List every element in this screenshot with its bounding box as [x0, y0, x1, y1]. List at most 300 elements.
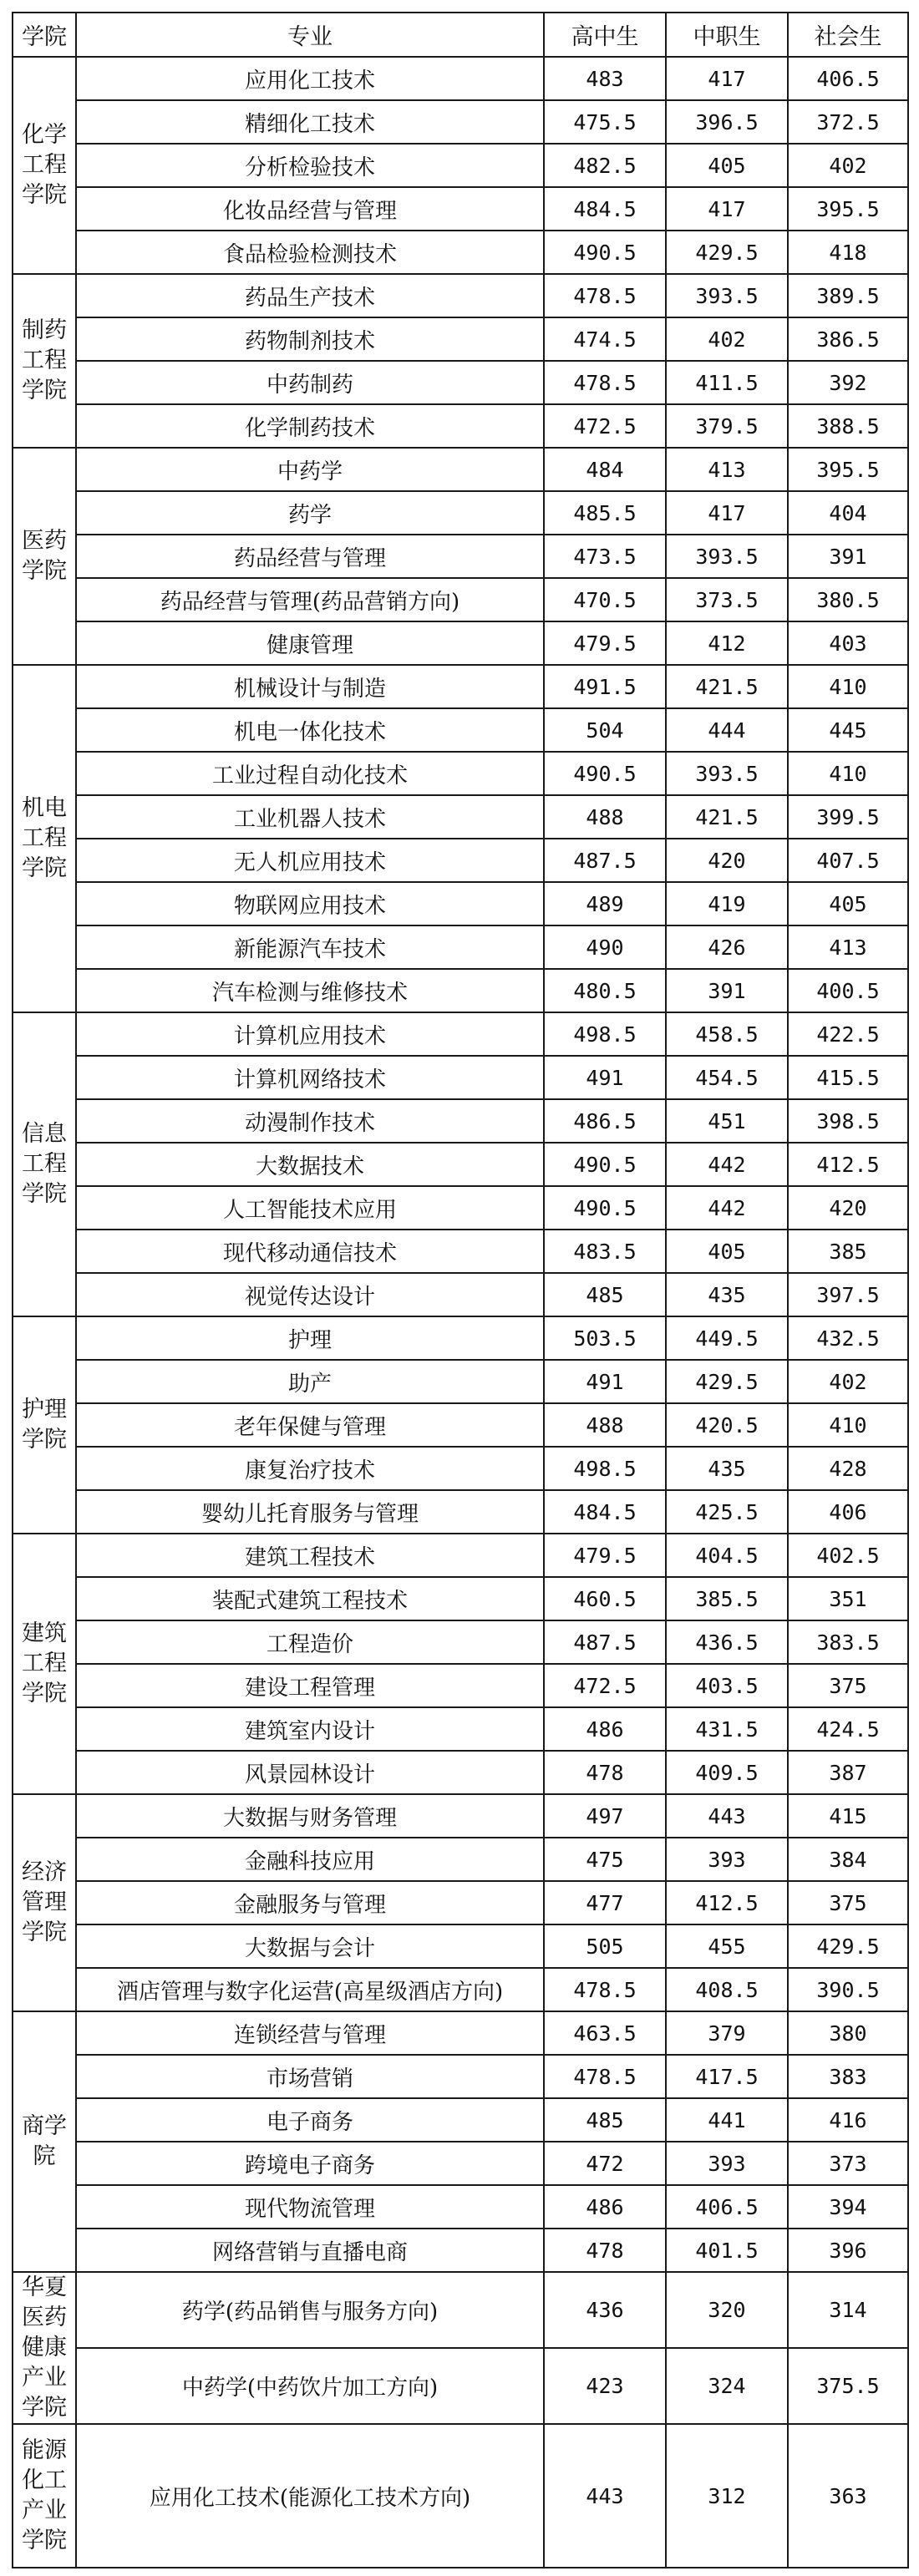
high-school-score: 470.5 — [544, 578, 666, 621]
high-school-score: 490.5 — [544, 231, 666, 274]
vocational-score: 417 — [666, 57, 788, 100]
college-name-line: 化学 — [22, 122, 67, 148]
high-school-score: 479.5 — [544, 621, 666, 665]
vocational-score: 379 — [666, 2011, 788, 2055]
college-cell — [13, 1794, 76, 2011]
major-cell: 计算机网络技术 — [76, 1056, 544, 1099]
table-row — [13, 1143, 908, 1186]
social-score: 413 — [788, 925, 908, 969]
vocational-score: 405 — [666, 144, 788, 187]
major-cell: 工程造价 — [76, 1620, 544, 1664]
high-school-score: 478 — [544, 2229, 666, 2272]
social-score: 406 — [788, 1490, 908, 1534]
major-cell: 护理 — [76, 1316, 544, 1360]
high-school-score: 483 — [544, 57, 666, 100]
college-name-line: 学院 — [22, 1427, 67, 1453]
major-cell: 汽车检测与维修技术 — [76, 969, 544, 1012]
vocational-score: 408.5 — [666, 1968, 788, 2011]
high-school-score: 479.5 — [544, 1534, 666, 1577]
major-cell: 精细化工技术 — [76, 100, 544, 144]
major-cell: 现代物流管理 — [76, 2185, 544, 2229]
table-row — [13, 57, 908, 100]
vocational-score: 441 — [666, 2098, 788, 2142]
major-cell: 新能源汽车技术 — [76, 925, 544, 969]
table-row — [13, 1838, 908, 1881]
social-score: 410 — [788, 665, 908, 708]
table-row — [13, 708, 908, 752]
high-school-score: 489 — [544, 882, 666, 925]
major-cell: 助产 — [76, 1360, 544, 1403]
social-score: 384 — [788, 1838, 908, 1881]
header-major: 专业 — [76, 13, 544, 57]
table-row — [13, 2055, 908, 2098]
major-cell: 药品经营与管理 — [76, 535, 544, 578]
vocational-score: 393.5 — [666, 752, 788, 795]
social-score: 415.5 — [788, 1056, 908, 1099]
high-school-score: 491 — [544, 1056, 666, 1099]
table-row — [13, 535, 908, 578]
social-score: 395.5 — [788, 448, 908, 491]
major-cell: 食品检验检测技术 — [76, 231, 544, 274]
high-school-score: 475 — [544, 1838, 666, 1881]
college-cell — [13, 1534, 76, 1794]
college-name-line: 工程 — [22, 1651, 67, 1676]
high-school-score: 460.5 — [544, 1577, 666, 1620]
high-school-score: 487.5 — [544, 839, 666, 882]
major-cell: 机电一体化技术 — [76, 708, 544, 752]
table-row — [13, 752, 908, 795]
major-cell: 视觉传达设计 — [76, 1273, 544, 1316]
table-row — [13, 187, 908, 231]
high-school-score: 478.5 — [544, 1968, 666, 2011]
high-school-score: 480.5 — [544, 969, 666, 1012]
major-cell: 无人机应用技术 — [76, 839, 544, 882]
college-cell — [13, 57, 76, 274]
table-row — [13, 2424, 908, 2568]
vocational-score: 419 — [666, 882, 788, 925]
high-school-score: 423 — [544, 2348, 666, 2424]
table-row — [13, 1707, 908, 1751]
vocational-score: 417 — [666, 187, 788, 231]
high-school-score: 488 — [544, 795, 666, 839]
college-name-line: 学院 — [22, 1181, 67, 1207]
table-header — [13, 13, 908, 57]
social-score: 396 — [788, 2229, 908, 2272]
major-cell: 建设工程管理 — [76, 1664, 544, 1707]
social-score: 373 — [788, 2142, 908, 2185]
table-row — [13, 1881, 908, 1924]
vocational-score: 455 — [666, 1924, 788, 1968]
major-cell: 建筑室内设计 — [76, 1707, 544, 1751]
major-cell: 应用化工技术 — [76, 57, 544, 100]
college-cell — [13, 274, 76, 448]
high-school-score: 486 — [544, 1707, 666, 1751]
high-school-score: 505 — [544, 1924, 666, 1968]
table-row — [13, 1360, 908, 1403]
social-score: 387 — [788, 1751, 908, 1794]
social-score: 424.5 — [788, 1707, 908, 1751]
high-school-score: 490.5 — [544, 1143, 666, 1186]
major-cell: 药品生产技术 — [76, 274, 544, 317]
vocational-score: 391 — [666, 969, 788, 1012]
major-cell: 大数据与财务管理 — [76, 1794, 544, 1838]
vocational-score: 421.5 — [666, 665, 788, 708]
major-cell: 化学制药技术 — [76, 404, 544, 448]
social-score: 429.5 — [788, 1924, 908, 1968]
social-score: 392 — [788, 361, 908, 404]
social-score: 383.5 — [788, 1620, 908, 1664]
social-score: 383 — [788, 2055, 908, 2098]
table-row — [13, 1447, 908, 1490]
major-cell: 康复治疗技术 — [76, 1447, 544, 1490]
table-row — [13, 274, 908, 317]
college-name-line: 能源 — [22, 2437, 67, 2463]
table-row — [13, 1273, 908, 1316]
college-name-line: 学院 — [22, 378, 67, 403]
table-row — [13, 2098, 908, 2142]
major-cell: 老年保健与管理 — [76, 1403, 544, 1447]
table-row — [13, 100, 908, 144]
table-row — [13, 491, 908, 535]
table-row — [13, 361, 908, 404]
social-score: 420 — [788, 1186, 908, 1230]
vocational-score: 421.5 — [666, 795, 788, 839]
high-school-score: 483.5 — [544, 1230, 666, 1273]
table-row — [13, 882, 908, 925]
high-school-score: 474.5 — [544, 317, 666, 361]
college-cell — [13, 2272, 76, 2424]
vocational-score: 444 — [666, 708, 788, 752]
table-row — [13, 1316, 908, 1360]
college-name-line: 学院 — [22, 1919, 67, 1945]
major-cell: 跨境电子商务 — [76, 2142, 544, 2185]
vocational-score: 429.5 — [666, 231, 788, 274]
social-score: 410 — [788, 1403, 908, 1447]
major-cell: 大数据与会计 — [76, 1924, 544, 1968]
major-cell: 机械设计与制造 — [76, 665, 544, 708]
vocational-score: 431.5 — [666, 1707, 788, 1751]
table-row — [13, 1924, 908, 1968]
vocational-score: 406.5 — [666, 2185, 788, 2229]
social-score: 395.5 — [788, 187, 908, 231]
major-cell: 酒店管理与数字化运营(高星级酒店方向) — [76, 1968, 544, 2011]
social-score: 402 — [788, 144, 908, 187]
social-score: 390.5 — [788, 1968, 908, 2011]
vocational-score: 393 — [666, 1838, 788, 1881]
college-name-line: 机电 — [22, 795, 67, 821]
vocational-score: 420 — [666, 839, 788, 882]
social-score: 432.5 — [788, 1316, 908, 1360]
major-cell: 健康管理 — [76, 621, 544, 665]
high-school-score: 498.5 — [544, 1012, 666, 1056]
college-name-line: 化工 — [22, 2467, 67, 2493]
high-school-score: 478.5 — [544, 274, 666, 317]
college-name-line: 工程 — [22, 1151, 67, 1177]
high-school-score: 486 — [544, 2185, 666, 2229]
table-row — [13, 2185, 908, 2229]
major-cell: 中药学(中药饮片加工方向) — [76, 2348, 544, 2424]
table-row — [13, 1490, 908, 1534]
high-school-score: 503.5 — [544, 1316, 666, 1360]
social-score: 412.5 — [788, 1143, 908, 1186]
social-score: 363 — [788, 2424, 908, 2568]
table-row — [13, 1056, 908, 1099]
high-school-score: 484.5 — [544, 1490, 666, 1534]
social-score: 415 — [788, 1794, 908, 1838]
social-score: 351 — [788, 1577, 908, 1620]
social-score: 406.5 — [788, 57, 908, 100]
high-school-score: 485 — [544, 2098, 666, 2142]
social-score: 402.5 — [788, 1534, 908, 1577]
college-name-line: 制药 — [22, 317, 67, 343]
high-school-score: 485 — [544, 1273, 666, 1316]
vocational-score: 312 — [666, 2424, 788, 2568]
social-score: 403 — [788, 621, 908, 665]
college-name-line: 医药 — [22, 528, 67, 554]
major-cell: 药品经营与管理(药品营销方向) — [76, 578, 544, 621]
table-row — [13, 1968, 908, 2011]
major-cell: 工业机器人技术 — [76, 795, 544, 839]
vocational-score: 320 — [666, 2272, 788, 2348]
major-cell: 电子商务 — [76, 2098, 544, 2142]
table-row — [13, 2272, 908, 2348]
header-row — [13, 13, 908, 57]
major-cell: 动漫制作技术 — [76, 1099, 544, 1143]
social-score: 399.5 — [788, 795, 908, 839]
table-row — [13, 925, 908, 969]
college-name-line: 信息 — [22, 1121, 67, 1147]
high-school-score: 484.5 — [544, 187, 666, 231]
high-school-score: 486.5 — [544, 1099, 666, 1143]
major-cell: 网络营销与直播电商 — [76, 2229, 544, 2272]
vocational-score: 429.5 — [666, 1360, 788, 1403]
header-college: 学院 — [13, 13, 76, 57]
vocational-score: 436.5 — [666, 1620, 788, 1664]
vocational-score: 373.5 — [666, 578, 788, 621]
social-score: 314 — [788, 2272, 908, 2348]
table-row — [13, 144, 908, 187]
college-name-line: 学院 — [22, 2395, 67, 2421]
vocational-score: 442 — [666, 1143, 788, 1186]
table-row — [13, 317, 908, 361]
vocational-score: 443 — [666, 1794, 788, 1838]
header-social: 社会生 — [788, 13, 908, 57]
major-cell: 中药学 — [76, 448, 544, 491]
college-name-line: 产业 — [22, 2365, 67, 2391]
high-school-score: 491.5 — [544, 665, 666, 708]
college-cell — [13, 1012, 76, 1316]
college-name-line: 学院 — [22, 558, 67, 584]
vocational-score: 403.5 — [666, 1664, 788, 1707]
college-name-line: 院 — [33, 2143, 56, 2169]
table-row — [13, 1186, 908, 1230]
social-score: 394 — [788, 2185, 908, 2229]
table-row — [13, 2348, 908, 2424]
high-school-score: 472 — [544, 2142, 666, 2185]
social-score: 388.5 — [788, 404, 908, 448]
major-cell: 药学(药品销售与服务方向) — [76, 2272, 544, 2348]
social-score: 397.5 — [788, 1273, 908, 1316]
social-score: 375.5 — [788, 2348, 908, 2424]
table-row — [13, 1794, 908, 1838]
table-row — [13, 1620, 908, 1664]
vocational-score: 393.5 — [666, 274, 788, 317]
social-score: 375 — [788, 1881, 908, 1924]
vocational-score: 435 — [666, 1273, 788, 1316]
major-cell: 市场营销 — [76, 2055, 544, 2098]
table-body — [13, 57, 908, 2568]
table-row — [13, 1664, 908, 1707]
social-score: 400.5 — [788, 969, 908, 1012]
college-name-line: 建筑 — [22, 1620, 67, 1646]
major-cell: 金融科技应用 — [76, 1838, 544, 1881]
table-row — [13, 1012, 908, 1056]
high-school-score: 443 — [544, 2424, 666, 2568]
vocational-score: 420.5 — [666, 1403, 788, 1447]
college-name-line: 工程 — [22, 825, 67, 851]
major-cell: 应用化工技术(能源化工技术方向) — [76, 2424, 544, 2568]
social-score: 380.5 — [788, 578, 908, 621]
vocational-score: 385.5 — [666, 1577, 788, 1620]
high-school-score: 472.5 — [544, 1664, 666, 1707]
college-cell — [13, 2424, 76, 2568]
college-name-line: 护理 — [22, 1397, 67, 1422]
vocational-score: 404.5 — [666, 1534, 788, 1577]
vocational-score: 405 — [666, 1230, 788, 1273]
vocational-score: 393 — [666, 2142, 788, 2185]
vocational-score: 425.5 — [666, 1490, 788, 1534]
social-score: 372.5 — [788, 100, 908, 144]
high-school-score: 482.5 — [544, 144, 666, 187]
major-cell: 计算机应用技术 — [76, 1012, 544, 1056]
college-cell — [13, 2011, 76, 2272]
major-cell: 分析检验技术 — [76, 144, 544, 187]
major-cell: 工业过程自动化技术 — [76, 752, 544, 795]
college-name-line: 健康 — [22, 2335, 67, 2360]
high-school-score: 488 — [544, 1403, 666, 1447]
vocational-score: 324 — [666, 2348, 788, 2424]
vocational-score: 413 — [666, 448, 788, 491]
high-school-score: 478.5 — [544, 361, 666, 404]
high-school-score: 484 — [544, 448, 666, 491]
college-cell — [13, 448, 76, 665]
header-high-school: 高中生 — [544, 13, 666, 57]
table-row — [13, 1099, 908, 1143]
high-school-score: 477 — [544, 1881, 666, 1924]
header-vocational: 中职生 — [666, 13, 788, 57]
high-school-score: 487.5 — [544, 1620, 666, 1664]
vocational-score: 442 — [666, 1186, 788, 1230]
social-score: 410 — [788, 752, 908, 795]
table-row — [13, 1534, 908, 1577]
table-row — [13, 665, 908, 708]
social-score: 416 — [788, 2098, 908, 2142]
table-row — [13, 404, 908, 448]
high-school-score: 475.5 — [544, 100, 666, 144]
college-name-line: 学院 — [22, 1681, 67, 1706]
table-row — [13, 448, 908, 491]
vocational-score: 412 — [666, 621, 788, 665]
major-cell: 大数据技术 — [76, 1143, 544, 1186]
high-school-score: 478 — [544, 1751, 666, 1794]
table-row — [13, 969, 908, 1012]
vocational-score: 417.5 — [666, 2055, 788, 2098]
college-name-line: 学院 — [22, 182, 67, 208]
vocational-score: 409.5 — [666, 1751, 788, 1794]
table-row — [13, 621, 908, 665]
high-school-score: 490.5 — [544, 1186, 666, 1230]
vocational-score: 411.5 — [666, 361, 788, 404]
major-cell: 物联网应用技术 — [76, 882, 544, 925]
college-name-line: 管理 — [22, 1889, 67, 1915]
social-score: 428 — [788, 1447, 908, 1490]
major-cell: 连锁经营与管理 — [76, 2011, 544, 2055]
high-school-score: 491 — [544, 1360, 666, 1403]
vocational-score: 396.5 — [666, 100, 788, 144]
high-school-score: 463.5 — [544, 2011, 666, 2055]
social-score: 445 — [788, 708, 908, 752]
social-score: 404 — [788, 491, 908, 535]
college-name-line: 商学 — [22, 2113, 67, 2139]
table-row — [13, 231, 908, 274]
table-row — [13, 578, 908, 621]
major-cell: 婴幼儿托育服务与管理 — [76, 1490, 544, 1534]
high-school-score: 497 — [544, 1794, 666, 1838]
vocational-score: 412.5 — [666, 1881, 788, 1924]
social-score: 402 — [788, 1360, 908, 1403]
social-score: 405 — [788, 882, 908, 925]
major-cell: 装配式建筑工程技术 — [76, 1577, 544, 1620]
vocational-score: 426 — [666, 925, 788, 969]
vocational-score: 435 — [666, 1447, 788, 1490]
social-score: 398.5 — [788, 1099, 908, 1143]
college-name-line: 医药 — [22, 2305, 67, 2330]
high-school-score: 490.5 — [544, 752, 666, 795]
college-cell — [13, 665, 76, 1012]
major-cell: 金融服务与管理 — [76, 1881, 544, 1924]
vocational-score: 401.5 — [666, 2229, 788, 2272]
major-cell: 风景园林设计 — [76, 1751, 544, 1794]
vocational-score: 458.5 — [666, 1012, 788, 1056]
table-row — [13, 839, 908, 882]
social-score: 375 — [788, 1664, 908, 1707]
college-name-line: 学院 — [22, 855, 67, 881]
college-name-line: 学院 — [22, 2528, 67, 2553]
high-school-score: 473.5 — [544, 535, 666, 578]
major-cell: 人工智能技术应用 — [76, 1186, 544, 1230]
table-row — [13, 2142, 908, 2185]
score-table — [12, 12, 909, 2568]
college-name-line: 产业 — [22, 2497, 67, 2523]
major-cell: 中药制药 — [76, 361, 544, 404]
table-row — [13, 1403, 908, 1447]
vocational-score: 402 — [666, 317, 788, 361]
high-school-score: 504 — [544, 708, 666, 752]
social-score: 407.5 — [788, 839, 908, 882]
college-name-line: 工程 — [22, 347, 67, 373]
major-cell: 建筑工程技术 — [76, 1534, 544, 1577]
table-row — [13, 2011, 908, 2055]
table-row — [13, 2229, 908, 2272]
high-school-score: 478.5 — [544, 2055, 666, 2098]
table-row — [13, 1577, 908, 1620]
vocational-score: 449.5 — [666, 1316, 788, 1360]
social-score: 386.5 — [788, 317, 908, 361]
table-row — [13, 1751, 908, 1794]
major-cell: 化妆品经营与管理 — [76, 187, 544, 231]
table-row — [13, 1230, 908, 1273]
vocational-score: 454.5 — [666, 1056, 788, 1099]
